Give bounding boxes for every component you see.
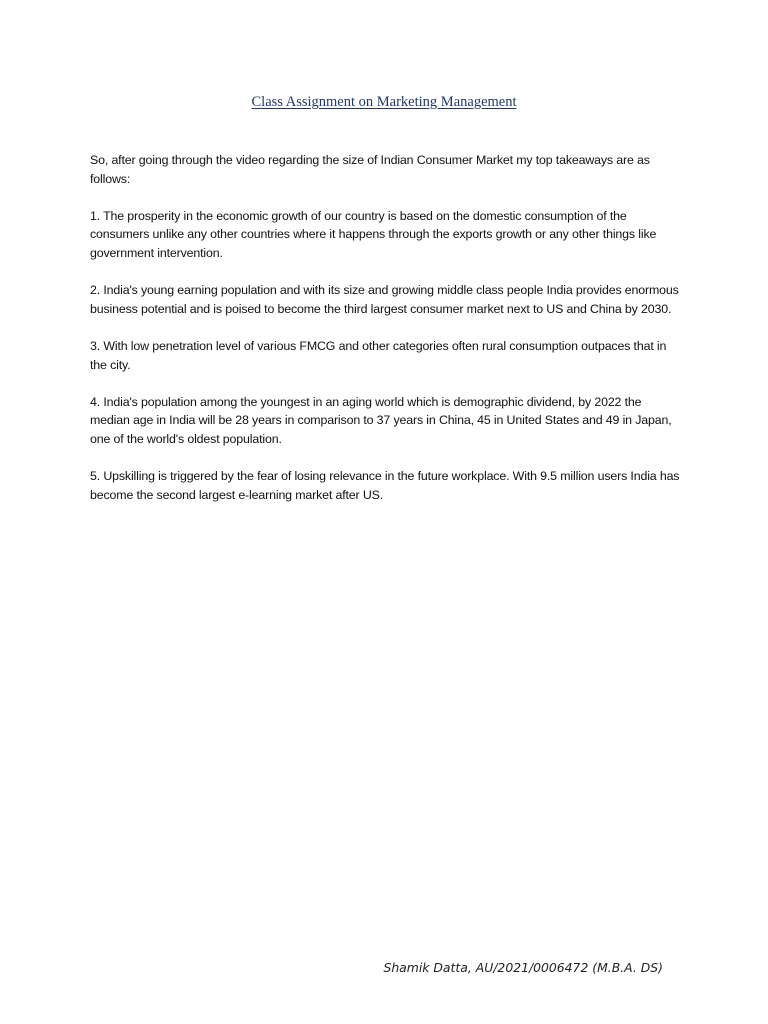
takeaway-5: 5. Upskilling is triggered by the fear of losing relevance in the future workplace. With 9.5 million users India has become the second largest e-learning market after US. bbox=[90, 469, 680, 502]
takeaway-2: 2. India's young earning population and with its size and growing middle class people India provides enormous business potential and is poised to become the third largest consumer market next to US and China by 2030. bbox=[90, 283, 679, 316]
takeaway-1: 1. The prosperity in the economic growth of our country is based on the domestic consumption of the consumers unlike any other countries where it happens through the exports growth or any other things like government intervention. bbox=[90, 208, 657, 260]
intro-paragraph: So, after going through the video regarding the size of Indian Consumer Market my top takeaways are as follows: bbox=[90, 153, 650, 186]
takeaway-3: 3. With low penetration level of various FMCG and other categories often rural consumption outpaces that in the city. bbox=[90, 338, 667, 372]
document-body bbox=[90, 151, 682, 523]
document-title: Class Assignment on Marketing Management bbox=[251, 94, 517, 110]
author-signature: Shamik Datta, AU/2021/0006472 (M.B.A. DS) bbox=[383, 960, 663, 975]
takeaway-4: 4. India's population among the youngest in an aging world which is demographic dividend, by 2022 the median age in India will be 28 years in comparison to 37 years in China, 45 in United States and 49 in Japan, one of the world's oldest population. bbox=[90, 394, 672, 446]
